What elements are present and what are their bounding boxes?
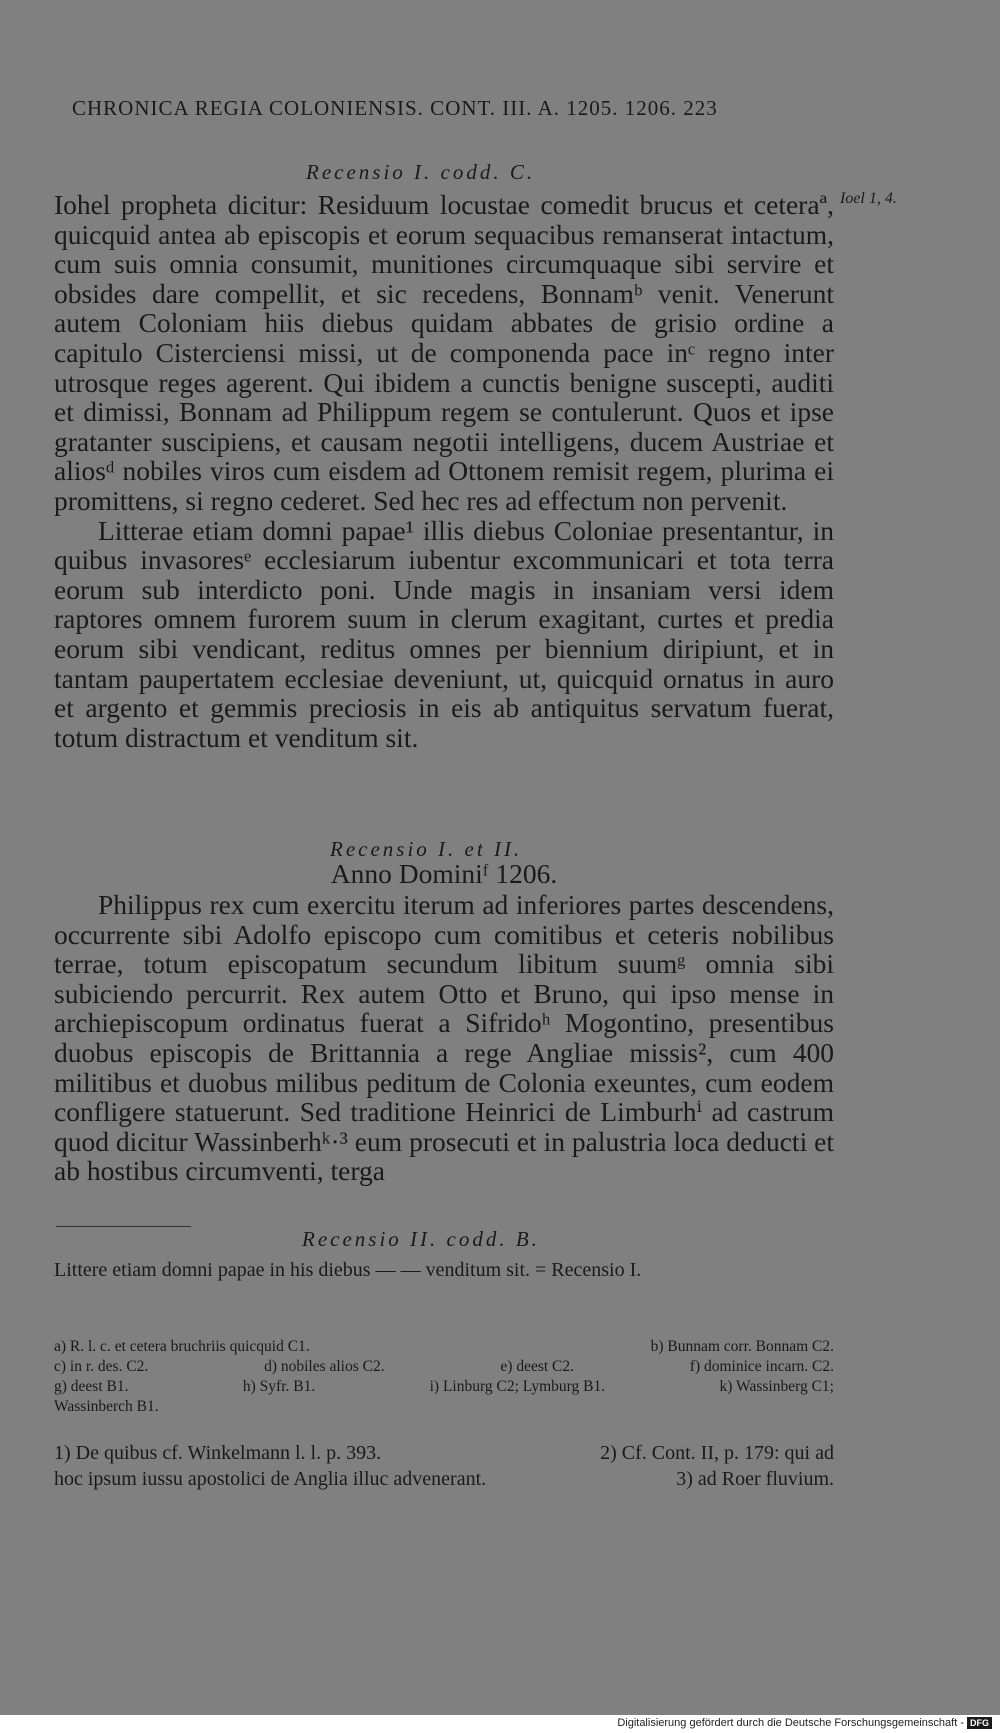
main-text-recensio-1-2 xyxy=(54,890,834,1186)
critical-apparatus xyxy=(54,1337,834,1417)
footnotes xyxy=(54,1440,834,1492)
dfg-logo: DFG xyxy=(967,1717,992,1729)
digitization-credit xyxy=(617,1717,992,1729)
year-heading: Anno Dominiᶠ 1206. xyxy=(330,858,558,889)
margin-reference: Ioel 1, 4. xyxy=(840,190,897,207)
credit-text: Digitalisierung gefördert durch die Deutsche Forschungsgemeinschaft - xyxy=(617,1717,964,1729)
recensio-heading-top: Recensio I. codd. C. xyxy=(306,160,536,184)
running-header: CHRONICA REGIA COLONIENSIS. CONT. III. A. 1205. 1206. 223 xyxy=(72,96,718,120)
paragraph-1: Iohel propheta dicitur: Residuum locustae comedit brucus et ceteraª, quicquid antea ab episcopis et eorum sequacibus remanserat intactum, cum suis omnia consumit, munitiones circumquaque sibi servire et obsides dare compellit, et sic recedens, Bonnamᵇ venit. Venerunt autem Coloniam hiis diebus quidam abbates de grisio ordine a capitulo Cisterciensi missi, ut de componenda pace inᶜ regno inter utrosque reges agerent. Qui ibidem a cunctis benigne suscepti, auditi et dimissi, Bonnam ad Philippum regem se contulerunt. Quos et ipse gratanter suscipiens, et causam negotii intelligens, ducem Austriae et aliosᵈ nobiles viros cum eisdem ad Ottonem remisit regem, plurima ei promittens, si regno cederet. Sed hec res ad effectum non pervenit. xyxy=(54,189,834,516)
paragraph-2: Litterae etiam domni papae¹ illis diebus Coloniae presentantur, in quibus invasoresᵉ ecclesiarum iubentur excommunicari et tota terra eorum sub interdicto poni. Unde magis in insaniam versi idem raptores omnem furorem suum in clerum exagitant, curtes et predia eorum sibi vendicant, reditus omnes per biennium diripiunt, et in tantam paupertatem ecclesiae deveniunt, ut, quicquid ornatus in auro et argento et gemmis preciosis in eis ab antiquitus servatum fuerat, totum distractum et venditum sit. xyxy=(54,514,834,753)
main-text-recensio-1 xyxy=(54,190,834,752)
recensio-heading-mid: Recensio I. et II. xyxy=(330,837,523,861)
recensio-2-text: Littere etiam domni papae in his diebus — — venditum sit. = Recensio I. xyxy=(54,1259,642,1281)
recensio-heading-bottom: Recensio II. codd. B. xyxy=(302,1227,540,1251)
apparatus-line: g) deest B1. h) Syfr. B1. i) Linburg C2; Lymburg B1. k) Wassinberg C1; xyxy=(54,1378,834,1395)
apparatus-line: c) in r. des. C2. d) nobiles alios C2. e) deest C2. f) dominice incarn. C2. xyxy=(54,1358,834,1375)
paragraph-3: Philippus rex cum exercitu iterum ad inferiores partes descendens, occurrente sibi Adolfo episcopo cum comitibus et ceteris nobilibus terrae, totum episcopatum secundum libitum suumᵍ omnia sibi subiciendo percurrit. Rex autem Otto et Bruno, qui ipso mense in archiepiscopum ordinatus fuerat a Sifridoʰ Mogontino, presentibus duobus episcopis de Brittannia a rege Angliae missis², cum 400 militibus et duobus milibus peditum de Colonia exeuntes, cum eodem confligere statuerunt. Sed traditione Heinrici de Limburhⁱ ad castrum quod dicitur Wassinberhᵏ·³ eum prosecuti et in palustria loca deducti et ab hostibus circumventi, terga xyxy=(54,889,834,1187)
apparatus-line: a) R. l. c. et cetera bruchriis quicquid C1. b) Bunnam corr. Bonnam C2. xyxy=(54,1338,834,1355)
footnote-line: 1) De quibus cf. Winkelmann l. l. p. 393. 2) Cf. Cont. II, p. 179: qui ad xyxy=(54,1442,834,1464)
apparatus-line: Wassinberch B1. xyxy=(54,1398,159,1415)
divider-line xyxy=(56,1226,191,1227)
footnote-line: hoc ipsum iussu apostolici de Anglia illuc advenerant. 3) ad Roer fluvium. xyxy=(54,1468,834,1490)
